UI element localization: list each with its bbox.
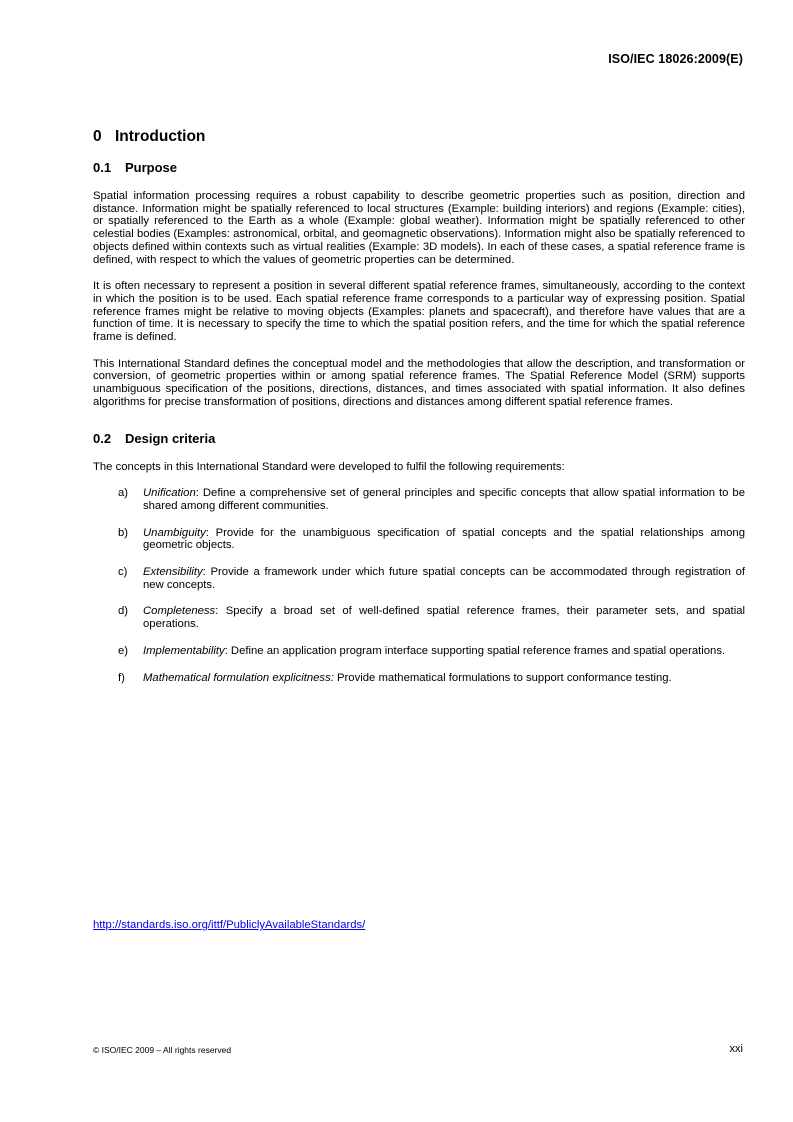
list-term: Completeness <box>143 605 216 618</box>
purpose-paragraph-1: Spatial information processing requires a robust capability to describe geometric properties such as position, direction and distance. Information might be spatially referenced to local structures (Example: building interiors) and regions (Example: cities), or spatially referenced to the Earth as a whole (Example: global weather). Information might be spatially referenced to other celestial bodies (Examples: astronomical, orbital, and geomagnetic observations). Information might also be spatially referenced to objects defined within contexts such as virtual realities (Example: 3D models). In each of these cases, a spatial reference frame is defined, with respect to which the values of geometric properties can be determined. <box>93 190 745 266</box>
design-criteria-heading <box>93 431 745 446</box>
main-content <box>93 128 745 698</box>
list-text: Provide a framework under which future spatial concepts can be accommodated through registration of new concepts. <box>143 566 745 591</box>
purpose-number: 0.1 <box>93 160 112 175</box>
copyright-notice: © ISO/IEC 2009 – All rights reserved <box>93 1045 232 1055</box>
list-separator: : <box>202 566 206 579</box>
introduction-heading <box>93 128 745 146</box>
purpose-title: Purpose <box>125 160 178 175</box>
list-text: Define a comprehensive set of general principles and specific concepts that allow spatial information to be shared among different communities. <box>143 487 745 512</box>
publicly-available-standards-link[interactable]: http://standards.iso.org/ittf/PubliclyAvailableStandards/ <box>93 919 366 931</box>
list-text: Define an application program interface supporting spatial reference frames and spatial operations. <box>227 644 726 657</box>
list-term: Mathematical formulation explicitness: <box>143 671 334 684</box>
list-marker: a) <box>118 487 129 500</box>
list-item <box>93 566 745 591</box>
list-term: Unambiguity <box>143 526 206 539</box>
list-term: Implementability <box>143 644 225 657</box>
introduction-title: Introduction <box>115 128 206 145</box>
list-marker: b) <box>118 526 129 539</box>
list-item <box>93 527 745 552</box>
list-marker: d) <box>118 605 129 618</box>
page-number: xxi <box>729 1043 743 1055</box>
list-item <box>93 605 745 630</box>
requirements-list <box>93 487 745 684</box>
design-criteria-number: 0.2 <box>93 430 112 446</box>
list-separator: : <box>215 605 219 618</box>
purpose-paragraph-3: This International Standard defines the conceptual model and the methodologies that allow the description, and transformation or conversion, of geometric properties within or among spatial reference frames. The Spatial Reference Model (SRM) supports unambiguous specification of the positions, directions, distances, and times associated with spatial information. It also defines algorithms for precise transformation of positions, directions and distances among different spatial reference frames. <box>93 357 745 408</box>
list-marker: c) <box>118 566 128 579</box>
design-criteria-title: Design criteria <box>125 430 216 446</box>
list-separator: : <box>195 487 199 500</box>
design-criteria-intro: The concepts in this International Standard were developed to fulfil the following requirements: <box>93 460 565 473</box>
list-separator: : <box>205 526 209 539</box>
list-marker: f) <box>118 671 125 684</box>
introduction-number: 0 <box>93 128 102 145</box>
list-term: Extensibility <box>143 566 203 579</box>
list-item <box>93 672 745 685</box>
list-item <box>93 487 745 512</box>
list-text: Specify a broad set of well-defined spatial reference frames, their parameter sets, and spatial operations. <box>143 605 745 631</box>
list-item <box>93 645 745 658</box>
list-marker: e) <box>118 644 129 657</box>
list-text: Provide mathematical formulations to support conformance testing. <box>333 671 672 684</box>
list-term: Unification <box>143 487 196 500</box>
document-id-header: ISO/IEC 18026:2009(E) <box>608 52 743 66</box>
list-text: Provide for the unambiguous specification of spatial concepts and the spatial relationships among geometric objects. <box>143 526 745 552</box>
purpose-paragraph-2: It is often necessary to represent a position in several different spatial reference frames, simultaneously, according to the context in which the position is to be used. Each spatial reference frame corresponds to a particular way of expressing position. Spatial reference frames might be relative to moving objects (Examples: planets and spacecraft), and therefore have values that are a function of time. It is necessary to specify the time to which the spatial position refers, and the time for which the spatial reference frame is defined. <box>93 280 745 344</box>
list-separator: : <box>224 644 228 657</box>
purpose-heading <box>93 160 745 175</box>
